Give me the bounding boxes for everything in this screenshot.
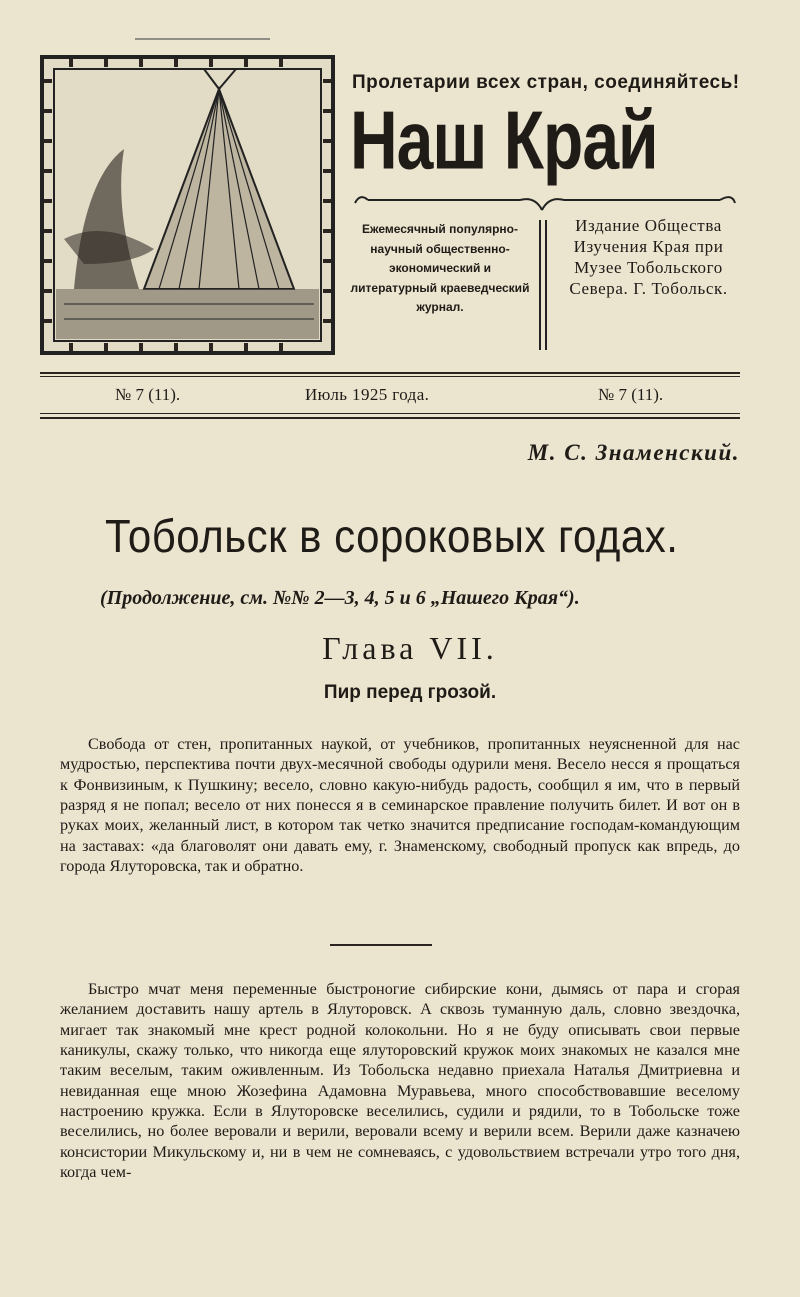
article-title: Тобольск в сороковых годах. (105, 510, 679, 562)
journal-title: Наш Край (350, 93, 658, 186)
article-author: М. С. Знаменский. (527, 440, 740, 465)
section-divider (330, 944, 432, 946)
column-divider (537, 220, 549, 350)
article-paragraph: Свобода от стен, пропитанных наукой, от учебников, пропитанных неуясненной для нас мудростью, перспектива почти двух-месячной свободы одурили меня. Весело несся я прощаться к Фонвизиным, к Пушкину; весело, словно какую-нибудь радость, сообщил я им, что в первый разряд я не попал; весело от них понесся я в семинарское правление получить билет. И вот он в руках моих, желанный лист, в котором так четко значится предписание господам-командующим на заставах: «да благоволят они давать ему, г. Знаменскому, свободный пропуск как впредь, до города Ялуторовска, так и обратно. (60, 735, 740, 875)
masthead-illustration (40, 55, 335, 355)
issue-rule-bottom-thin (40, 413, 740, 414)
article-paragraph: Быстро мчат меня переменные быстроногие сибирские кони, дымясь от пара и сгорая желанием доставить нашу артель в Ялуторовск. А сквозь туманную даль, словно звездочка, мигает так знакомый мне крест родной колокольни. Но я не буду описывать свои первые каникулы, скажу только, что никогда еще ялуторовский кружок моих знакомых не казался мне таким веселым, таким оживленным. Из Тобольска недавно приехала Наталья Дмитриевна и невиданная еще мною Жозефина Адамовна Муравьева, много способствовавшие веселому настроению кружка. Если в Ялуторовске веселились, судили и рядили, то в Тобольске тоже веселились, но более веровали и верили, веровали всему и верили всем. Верили даже казначею консистории Микульскому и, ни в чем не сомневаясь, с удовольствием встречали утро того дня, когда чем- (60, 980, 740, 1181)
issue-number-left: № 7 (11). (115, 385, 181, 404)
issue-line (40, 370, 740, 430)
chapter-heading: Глава VII. (322, 630, 498, 666)
issue-date: Июль 1925 года. (305, 385, 430, 404)
issue-rule-bottom (40, 417, 740, 419)
journal-description: Ежемесячный популярно-научный общественно-экономический и литературный краеведческий журнал. (350, 222, 530, 314)
issue-rule-top-thin (40, 376, 740, 377)
chapter-subheading: Пир перед грозой. (323, 682, 497, 703)
top-rule (135, 38, 270, 40)
issue-rule-top (40, 372, 740, 374)
ornament-divider (350, 188, 740, 218)
continuation-note: (Продолжение, см. №№ 2—3, 4, 5 и 6 „Нашего Края“). (100, 587, 580, 609)
slogan: Пролетарии всех стран, соединяйтесь! (352, 72, 740, 93)
issue-number-right: № 7 (11). (598, 385, 664, 404)
publisher-note: Издание Общества Изучения Края при Музее Тобольского Севера. Г. Тобольск. (569, 216, 728, 298)
tent-landscape-illustration (44, 59, 331, 351)
